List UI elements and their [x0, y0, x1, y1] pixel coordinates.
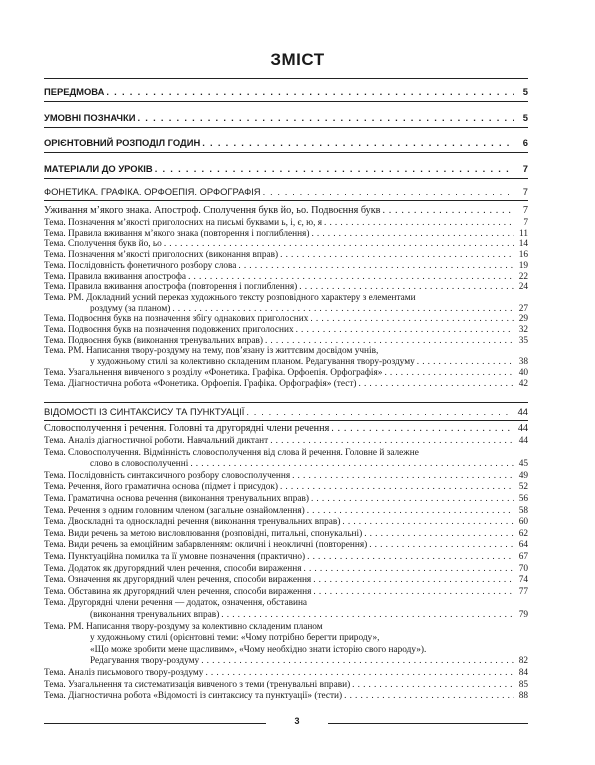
toc-section-materials[interactable]: МАТЕРІАЛИ ДО УРОКІВ . . . 7 — [44, 163, 528, 174]
dot-leader — [364, 529, 514, 539]
dot-leader — [201, 656, 514, 666]
toc-section-syntax[interactable]: ВІДОМОСТІ ІЗ СИНТАКСИСУ ТА ПУНКТУАЦІЇ . . . 44 — [44, 406, 528, 417]
dot-leader — [280, 482, 514, 492]
dot-leader — [331, 423, 514, 434]
toc-entry[interactable]: Тема. Послідовність синтаксичного розбору словосполучення . . . 49 — [44, 471, 528, 481]
toc-entry-text: Тема. РМ. Написання твору-роздуму на тему, пов’язану із життєвим досвідом учнів, — [44, 346, 379, 357]
divider — [44, 200, 528, 201]
page-ref: 62 — [518, 528, 528, 539]
toc-entry[interactable]: Тема. Подвоєння букв на позначення збігу однакових приголосних . . . 29 — [44, 314, 528, 324]
dot-leader — [292, 471, 514, 481]
dot-leader — [137, 112, 514, 123]
toc-entry[interactable]: Тема. Правила вживання апострофа . . . 22 — [44, 272, 528, 282]
dot-leader — [384, 368, 514, 378]
toc-entry[interactable]: Тема. Обставина як другорядний член речення, способи вираження . . . 77 — [44, 587, 528, 597]
page-ref: 70 — [518, 563, 528, 574]
page-ref: 88 — [518, 691, 528, 702]
dot-leader — [190, 459, 514, 469]
dot-leader — [270, 436, 514, 446]
dot-leader — [382, 205, 514, 216]
page-ref: 56 — [518, 494, 528, 504]
page-ref: 79 — [518, 610, 528, 620]
dot-leader — [280, 250, 514, 260]
page-ref: 60 — [518, 517, 528, 528]
toc-entry[interactable]: Тема. Двоскладні та односкладні речення (виконання тренувальних вправ) . . . 60 — [44, 517, 528, 527]
toc-entry[interactable]: Тема. Подвоєння букв на позначення подовжених приголосних . . . 32 — [44, 325, 528, 335]
page-ref: 64 — [518, 540, 528, 551]
toc-entry[interactable]: Тема. Діагностична робота «Фонетика. Орфоепія. Графіка. Орфографія» (тест) . . . 42 — [44, 379, 528, 389]
dot-leader — [202, 137, 514, 148]
toc-entry-text: «Що може зробити мене щасливим», «Чому необхідно знати історію свого народу»). — [90, 644, 427, 655]
toc-entry[interactable]: Редагування твору-роздуму . . . 82 — [90, 656, 528, 666]
page-ref: 85 — [518, 679, 528, 690]
toc-entry[interactable]: Тема. Позначення м’якості приголосних на письмі буквами ь, і, є, ю, я . . . 7 — [44, 218, 528, 228]
dot-leader — [313, 587, 514, 597]
toc-entry[interactable]: слово в словосполученні . . . 45 — [90, 459, 528, 469]
page-ref: 14 — [518, 239, 528, 250]
dot-leader — [311, 494, 514, 504]
dot-leader — [296, 325, 514, 335]
toc-entry-text: Тема. РМ. Написання твору-роздуму за колективно складеним планом — [44, 621, 323, 632]
page-ref: 7 — [523, 218, 528, 228]
page-ref: 45 — [518, 459, 528, 470]
page-ref: 29 — [518, 314, 528, 325]
toc-entry[interactable]: Тема. Додаток як другорядний член речення, способи вираження . . . 70 — [44, 564, 528, 574]
toc-entry[interactable]: Тема. Позначення м’якості приголосних (виконання вправ) . . . 16 — [44, 250, 528, 260]
page-ref: 19 — [518, 260, 528, 271]
page-ref: 40 — [518, 367, 528, 378]
toc-entry[interactable]: Тема. Речення, його граматична основа (підмет і присудок) . . . 52 — [44, 482, 528, 492]
page-number: 3 — [294, 716, 300, 726]
toc-entry[interactable]: Тема. Види речень за метою висловлювання (розповідні, питальні, спонукальні) . . . 62 — [44, 529, 528, 539]
footer-rule-right — [328, 723, 528, 724]
toc-entry[interactable]: Тема. Речення з одним головним членом (загальне ознайомлення) . . . 58 — [44, 506, 528, 516]
toc-entry-text: у художньому стилі (орієнтовні теми: «Чому потрібно берегти природу», — [90, 633, 380, 644]
toc-section-hours[interactable]: ОРІЄНТОВНИЙ РОЗПОДІЛ ГОДИН . . . 6 — [44, 137, 528, 148]
dot-leader — [238, 261, 514, 271]
dot-leader — [299, 282, 514, 292]
divider — [44, 420, 528, 421]
divider — [44, 152, 528, 153]
toc-entry[interactable]: (виконання тренувальних вправ) . . . 79 — [90, 610, 528, 620]
dot-leader — [172, 304, 514, 314]
dot-leader — [265, 336, 514, 346]
table-of-contents — [44, 0, 528, 765]
page-ref: 16 — [518, 250, 528, 261]
dot-leader — [352, 680, 514, 690]
divider — [44, 101, 528, 102]
dot-leader — [324, 218, 514, 228]
dot-leader — [359, 379, 514, 389]
dot-leader — [106, 86, 514, 97]
dot-leader — [155, 163, 514, 174]
toc-entry[interactable]: Тема. Пунктуаційна помилка та її умовне позначення (практично) . . . 67 — [44, 552, 528, 562]
footer-rule-left — [44, 723, 266, 724]
page-ref: 22 — [518, 271, 528, 282]
toc-entry[interactable]: Тема. Граматична основа речення (виконання тренувальних вправ) . . . 56 — [44, 494, 528, 504]
toc-entry[interactable]: Тема. Узагальнення та систематизація вивченого з теми (тренувальні вправи) . . . 85 — [44, 680, 528, 690]
toc-entry[interactable]: Тема. Послідовність фонетичного розбору слова . . . 19 — [44, 261, 528, 271]
dot-leader — [310, 314, 514, 324]
dot-leader — [369, 540, 514, 550]
toc-entry[interactable]: Тема. Види речень за емоційним забарвленням: окличні і неокличні (повторення) . . . 64 — [44, 540, 528, 550]
toc-entry[interactable]: Тема. Аналіз письмового твору-роздуму . . . 84 — [44, 668, 528, 678]
dot-leader — [417, 357, 514, 367]
toc-entry[interactable]: Тема. Правила вживання м’якого знака (повторення і поглиблення) . . . 11 — [44, 229, 528, 239]
page-ref: 24 — [518, 282, 528, 293]
dot-leader — [344, 691, 514, 701]
toc-unit-soft-sign[interactable]: Уживання м’якого знака. Апостроф. Сполучення букв йо, ьо. Подвоєння букв . . . 7 — [44, 205, 528, 216]
toc-entry[interactable]: Тема. Означення як другорядний член речення, способи вираження . . . 74 — [44, 575, 528, 585]
page-ref: 44 — [518, 436, 528, 446]
dot-leader — [221, 610, 514, 620]
divider — [44, 402, 528, 403]
page-ref: 35 — [518, 335, 528, 346]
divider — [44, 127, 528, 128]
toc-entry[interactable]: Тема. Правила вживання апострофа (повторення і поглиблення) . . . 24 — [44, 282, 528, 292]
page-ref: 27 — [518, 303, 528, 314]
dot-leader — [246, 406, 514, 417]
page-ref: 74 — [518, 575, 528, 586]
page-ref: 77 — [518, 586, 528, 597]
page-ref: 42 — [518, 378, 528, 389]
toc-section-symbols[interactable]: УМОВНІ ПОЗНАЧКИ . . . 5 — [44, 112, 528, 123]
toc-entry[interactable]: Тема. Діагностична робота «Відомості із синтаксису та пунктуації» (тести) . . . 88 — [44, 691, 528, 701]
divider — [44, 178, 528, 179]
page-ref: 32 — [518, 325, 528, 335]
toc-entry[interactable]: у художньому стилі за колективно складеним планом. Редагування твору-роздуму . . . 38 — [90, 357, 528, 367]
toc-entry-text: Тема. Другорядні члени речення — додаток, означення, обставина — [44, 598, 308, 609]
page-ref: 11 — [519, 228, 528, 239]
dot-leader — [313, 575, 514, 585]
toc-entry[interactable]: Тема. Подвоєння букв (виконання тренувальних вправ) . . . 35 — [44, 336, 528, 346]
page-ref: 82 — [518, 656, 528, 667]
page-ref: 52 — [518, 482, 528, 493]
page-title: ЗМІСТ — [270, 50, 325, 69]
toc-section-foreword[interactable]: ПЕРЕДМОВА . . . 5 — [44, 86, 528, 97]
dot-leader — [342, 517, 514, 527]
dot-leader — [164, 239, 514, 249]
page-ref: 58 — [518, 505, 528, 516]
dot-leader — [263, 186, 514, 197]
page-ref: 38 — [518, 357, 528, 368]
dot-leader — [307, 506, 514, 516]
toc-entry[interactable]: Тема. Аналіз діагностичної роботи. Навчальний диктант . . . 44 — [44, 436, 528, 446]
dot-leader — [311, 229, 514, 239]
toc-section-phonetics[interactable]: ФОНЕТИКА. ГРАФІКА. ОРФОЕПІЯ. ОРФОГРАФІЯ . . . 7 — [44, 186, 528, 197]
dot-leader — [188, 272, 514, 282]
toc-entry-text: Тема. Словосполучення. Відмінність словосполучення від слова й речення. Головне й залежне — [44, 447, 419, 458]
toc-entry[interactable]: роздуму (за планом) . . . 27 — [90, 304, 528, 314]
dot-leader — [307, 552, 514, 562]
dot-leader — [304, 564, 514, 574]
page-ref: 49 — [518, 470, 528, 481]
toc-entry[interactable]: Тема. Сполучення букв йо, ьо . . . 14 — [44, 239, 528, 249]
dot-leader — [205, 668, 514, 678]
toc-unit-phrases[interactable]: Словосполучення і речення. Головні та другорядні члени речення . . . 44 — [44, 423, 528, 434]
page-ref: 67 — [518, 552, 528, 562]
page-ref: 84 — [518, 668, 528, 678]
toc-entry-text: Тема. РМ. Докладний усний переказ художнього тексту розповідного характеру з елементами — [44, 292, 416, 303]
toc-entry[interactable]: Тема. Узагальнення вивченого з розділу «Фонетика. Графіка. Орфоепія. Орфографія» . . . 40 — [44, 368, 528, 378]
